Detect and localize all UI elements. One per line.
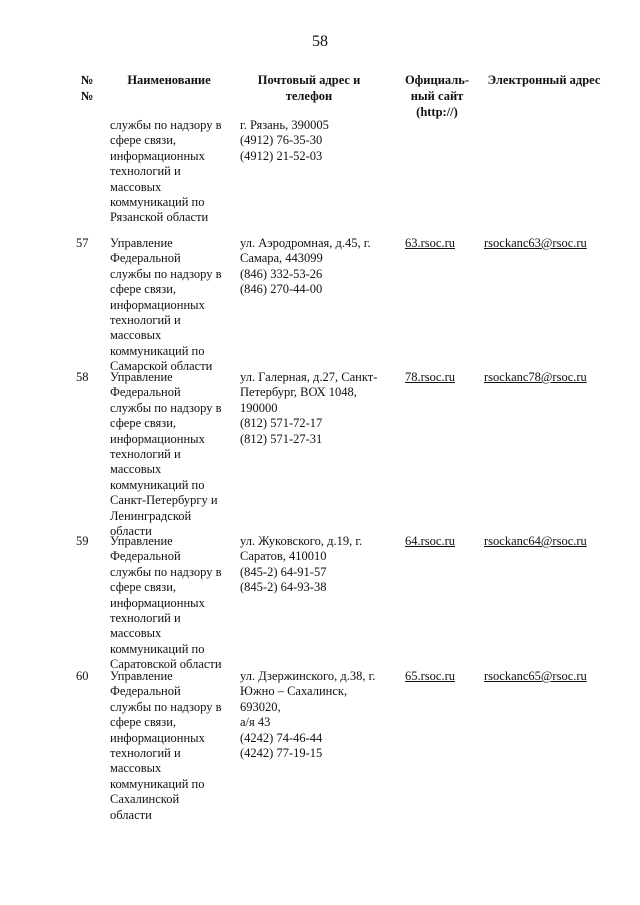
row-address: ул. Галерная, д.27, Санкт- Петербург, ВОХ 1048, 190000 (812) 571-72-17 (812) 571-27-31 (240, 370, 378, 446)
header-number: № № (80, 73, 94, 103)
row-name: Управление Федеральной службы по надзору в сфере связи, информационных технологий и массовых коммуникаций по Самарской области (110, 236, 222, 374)
row-address: ул. Аэродромная, д.45, г. Самара, 443099 (846) 332-53-26 (846) 270-44-00 (240, 236, 371, 297)
row-email-link[interactable]: rsockanc65@rsoc.ru (484, 669, 587, 683)
row-email-link[interactable]: rsockanc63@rsoc.ru (484, 236, 587, 250)
header-site: Официаль- ный сайт (http://) (404, 73, 470, 119)
row-name: Управление Федеральной службы по надзору в сфере связи, информационных технологий и массовых коммуникаций по Саратовской области (110, 534, 222, 672)
row-name: Управление Федеральной службы по надзору в сфере связи, информационных технологий и массовых коммуникаций по Сахалинской области (110, 669, 222, 822)
row-name: службы по надзору в сфере связи, информационных технологий и массовых коммуникаций по Рязанской области (110, 118, 222, 225)
row-email-link[interactable]: rsockanc64@rsoc.ru (484, 534, 587, 548)
page-number: 58 (312, 33, 328, 50)
row-address: г. Рязань, 390005 (4912) 76-35-30 (4912) 21-52-03 (240, 118, 329, 163)
row-site-link[interactable]: 65.rsoc.ru (405, 669, 455, 683)
row-number: 57 (76, 236, 89, 250)
row-address: ул. Жуковского, д.19, г. Саратов, 410010 (845-2) 64-91-57 (845-2) 64-93-38 (240, 534, 363, 595)
row-site-link[interactable]: 63.rsoc.ru (405, 236, 455, 250)
header-address: Почтовый адрес и телефон (257, 73, 361, 103)
header-name: Наименование (127, 73, 211, 87)
row-email-link[interactable]: rsockanc78@rsoc.ru (484, 370, 587, 384)
row-site-link[interactable]: 64.rsoc.ru (405, 534, 455, 548)
row-number: 60 (76, 669, 89, 683)
row-number: 58 (76, 370, 89, 384)
row-name: Управление Федеральной службы по надзору в сфере связи, информационных технологий и массовых коммуникаций по Санкт-Петербургу и Ленинградской области (110, 370, 222, 539)
row-site-link[interactable]: 78.rsoc.ru (405, 370, 455, 384)
header-email: Электронный адрес (487, 73, 601, 87)
row-address: ул. Дзержинского, д.38, г. Южно – Сахалинск, 693020, а/я 43 (4242) 74-46-44 (4242) 77-19-15 (240, 669, 376, 761)
row-number: 59 (76, 534, 89, 548)
